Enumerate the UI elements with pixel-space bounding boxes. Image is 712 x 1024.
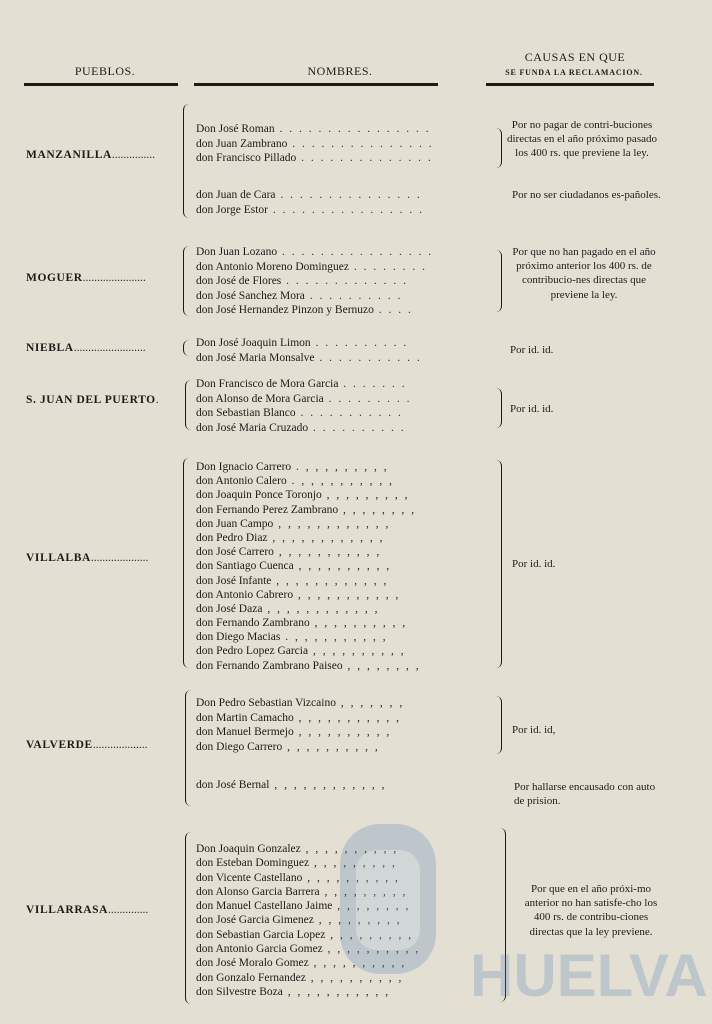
name-row: don Gonzalo Fernandez , , , , , , , , , , bbox=[196, 971, 404, 984]
name-row: don José Bernal , , , , , , , , , , , , bbox=[196, 779, 387, 791]
name-row: don Silvestre Boza , , , , , , , , , , , bbox=[196, 985, 391, 998]
names-list bbox=[196, 336, 422, 365]
cause-brace bbox=[496, 696, 502, 754]
names-list bbox=[196, 460, 421, 673]
name-row: don Pedro Lopez Garcia , , , , , , , , , , bbox=[196, 645, 406, 658]
name-row: don Vicente Castellano , , , , , , , , , , bbox=[196, 871, 400, 884]
name-row: don Alonso Garcia Barrera , , , , , , , , , bbox=[196, 885, 408, 898]
header-nombres: NOMBRES. bbox=[307, 64, 373, 78]
name-row: don José Moralo Gomez , , , , , , , , , , bbox=[196, 957, 407, 970]
name-row: don José Hernandez Pinzon y Bernuzo . . . . bbox=[196, 304, 413, 317]
cause-text: Por id. id. bbox=[510, 403, 554, 415]
name-row: Don José Roman . . . . . . . . . . . . . . . . bbox=[196, 123, 431, 135]
name-row: Don Juan Lozano . . . . . . . . . . . . . . . . bbox=[196, 246, 434, 258]
cause-text: Por que no han pagado en el año próximo anterior los 400 rs. de contribucio-nes directas que previene la ley. bbox=[512, 246, 656, 301]
name-row: don José Infante , , , , , , , , , , , , bbox=[196, 574, 389, 587]
name-row: don Joaquin Ponce Toronjo , , , , , , , , , bbox=[196, 489, 410, 502]
name-row: don José Maria Monsalve . . . . . . . . . . . bbox=[196, 351, 422, 364]
name-row: don Jorge Estor . . . . . . . . . . . . . . . . bbox=[196, 203, 424, 216]
town-brace bbox=[183, 246, 189, 316]
name-row: Don Joaquin Gonzalez , , , , , , , , , , bbox=[196, 843, 399, 855]
name-row: don Fernando Perez Zambrano , , , , , , , , bbox=[196, 503, 417, 516]
name-row: Don Pedro Sebastian Vizcaino , , , , , , , bbox=[196, 697, 405, 709]
town-brace bbox=[185, 832, 191, 1004]
names-list bbox=[196, 842, 420, 999]
name-row: don Antonio Garcia Gomez , , , , , , , , , , bbox=[196, 943, 421, 956]
header-rule-2 bbox=[194, 83, 438, 86]
name-row: don Antonio Cabrero , , , , , , , , , , , bbox=[196, 588, 401, 601]
cause-text: Por no pagar de contri-buciones directas en el año próximo pasado los 400 rs. que previene la ley. bbox=[507, 119, 657, 160]
town-label: MANZANILLA............... bbox=[26, 149, 155, 161]
cause-brace bbox=[496, 460, 502, 668]
name-row: Don José Joaquin Limon . . . . . . . . . . bbox=[196, 337, 409, 349]
header-causas: CAUSAS EN QUE bbox=[524, 50, 626, 64]
town-label: S. JUAN DEL PUERTO. bbox=[26, 394, 159, 406]
names-list bbox=[196, 245, 433, 318]
name-row: don Antonio Moreno Dominguez . . . . . . . . bbox=[196, 260, 427, 273]
name-row: don José Daza , , , , , , , , , , , , bbox=[196, 602, 380, 615]
name-row: don Manuel Castellano Jaime , , , , , , , , bbox=[196, 900, 411, 913]
cause-text: Por id. id. bbox=[512, 558, 556, 570]
name-row: don Sebastian Blanco . . . . . . . . . . . bbox=[196, 407, 403, 420]
name-row: don José Sanchez Mora . . . . . . . . . . bbox=[196, 289, 403, 302]
name-row: don José de Flores . . . . . . . . . . . . . bbox=[196, 275, 409, 288]
cause-text: Por hallarse encausado con auto de prision. bbox=[514, 781, 656, 808]
name-row: don José Garcia Gimenez , , , , , , , , , bbox=[196, 914, 402, 927]
name-row: don Juan Campo , , , , , , , , , , , , bbox=[196, 517, 391, 530]
name-row: don Fernando Zambrano , , , , , , , , , , bbox=[196, 617, 408, 630]
name-row: don Santiago Cuenca , , , , , , , , , , bbox=[196, 560, 392, 573]
cause-brace bbox=[496, 128, 502, 168]
header-pueblos: PUEBLOS. bbox=[74, 64, 136, 78]
cause-text: Por id. id. bbox=[510, 344, 554, 356]
svg-text:HUELVA: HUELVA bbox=[470, 942, 708, 1009]
town-brace bbox=[185, 690, 191, 806]
cause-text: Por que en el año próxi-mo anterior no han satisfe-cho los 400 rs. de contribu-ciones directas que la ley previene. bbox=[524, 883, 658, 938]
name-row: don Juan Zambrano . . . . . . . . . . . . . . . bbox=[196, 137, 434, 150]
name-row: Don Francisco de Mora Garcia . . . . . . . bbox=[196, 378, 407, 390]
town-label: VALVERDE................... bbox=[26, 739, 148, 751]
cause-brace bbox=[496, 250, 502, 312]
name-row: don José Maria Cruzado . . . . . . . . . . bbox=[196, 421, 406, 434]
town-label: VILLALBA.................... bbox=[26, 552, 149, 564]
name-row: don Pedro Diaz , , , , , , , , , , , , bbox=[196, 531, 385, 544]
names-list bbox=[196, 696, 404, 754]
names-list bbox=[196, 188, 424, 217]
header-causas-subtitle: SE FUNDA LA RECLAMACION. bbox=[505, 68, 643, 77]
cause-text: Por id. id, bbox=[512, 724, 556, 736]
name-row: don Diego Macias . , , , , , , , , , , bbox=[196, 631, 388, 644]
town-label: NIEBLA......................... bbox=[26, 342, 146, 354]
cause-text: Por no ser ciudadanos es-pañoles. bbox=[512, 189, 661, 201]
name-row: don Fernando Zambrano Paiseo , , , , , , , , bbox=[196, 659, 421, 672]
town-brace bbox=[183, 104, 189, 218]
cause-brace bbox=[500, 828, 506, 1002]
header-rule-3 bbox=[486, 83, 654, 86]
name-row: don Diego Carrero , , , , , , , , , , bbox=[196, 740, 380, 753]
names-list bbox=[196, 778, 386, 793]
name-row: don Esteban Dominguez , , , , , , , , , bbox=[196, 857, 397, 870]
name-row: don Manuel Bermejo , , , , , , , , , , bbox=[196, 726, 392, 739]
header-rule-1 bbox=[24, 83, 178, 86]
names-list bbox=[196, 122, 434, 166]
name-row: don Martin Camacho , , , , , , , , , , , bbox=[196, 711, 401, 724]
name-row: don José Carrero , , , , , , , , , , , bbox=[196, 546, 382, 559]
town-label: VILLARRASA.............. bbox=[26, 904, 149, 916]
cause-brace bbox=[496, 388, 502, 428]
names-list bbox=[196, 377, 412, 435]
name-row: don Sebastian Garcia Lopez , , , , , , , , , bbox=[196, 928, 414, 941]
name-row: don Alonso de Mora Garcia . . . . . . . . . bbox=[196, 392, 412, 405]
name-row: don Antonio Calero . , , , , , , , , , , bbox=[196, 475, 394, 488]
name-row: don Juan de Cara . . . . . . . . . . . . . . . bbox=[196, 189, 422, 201]
town-label: MOGUER...................... bbox=[26, 272, 146, 284]
town-brace bbox=[183, 340, 189, 356]
name-row: Don Ignacio Carrero . , , , , , , , , , bbox=[196, 461, 389, 473]
town-brace bbox=[183, 458, 189, 668]
name-row: don Francisco Pillado . . . . . . . . . . . . . . bbox=[196, 152, 433, 165]
town-brace bbox=[185, 380, 191, 430]
